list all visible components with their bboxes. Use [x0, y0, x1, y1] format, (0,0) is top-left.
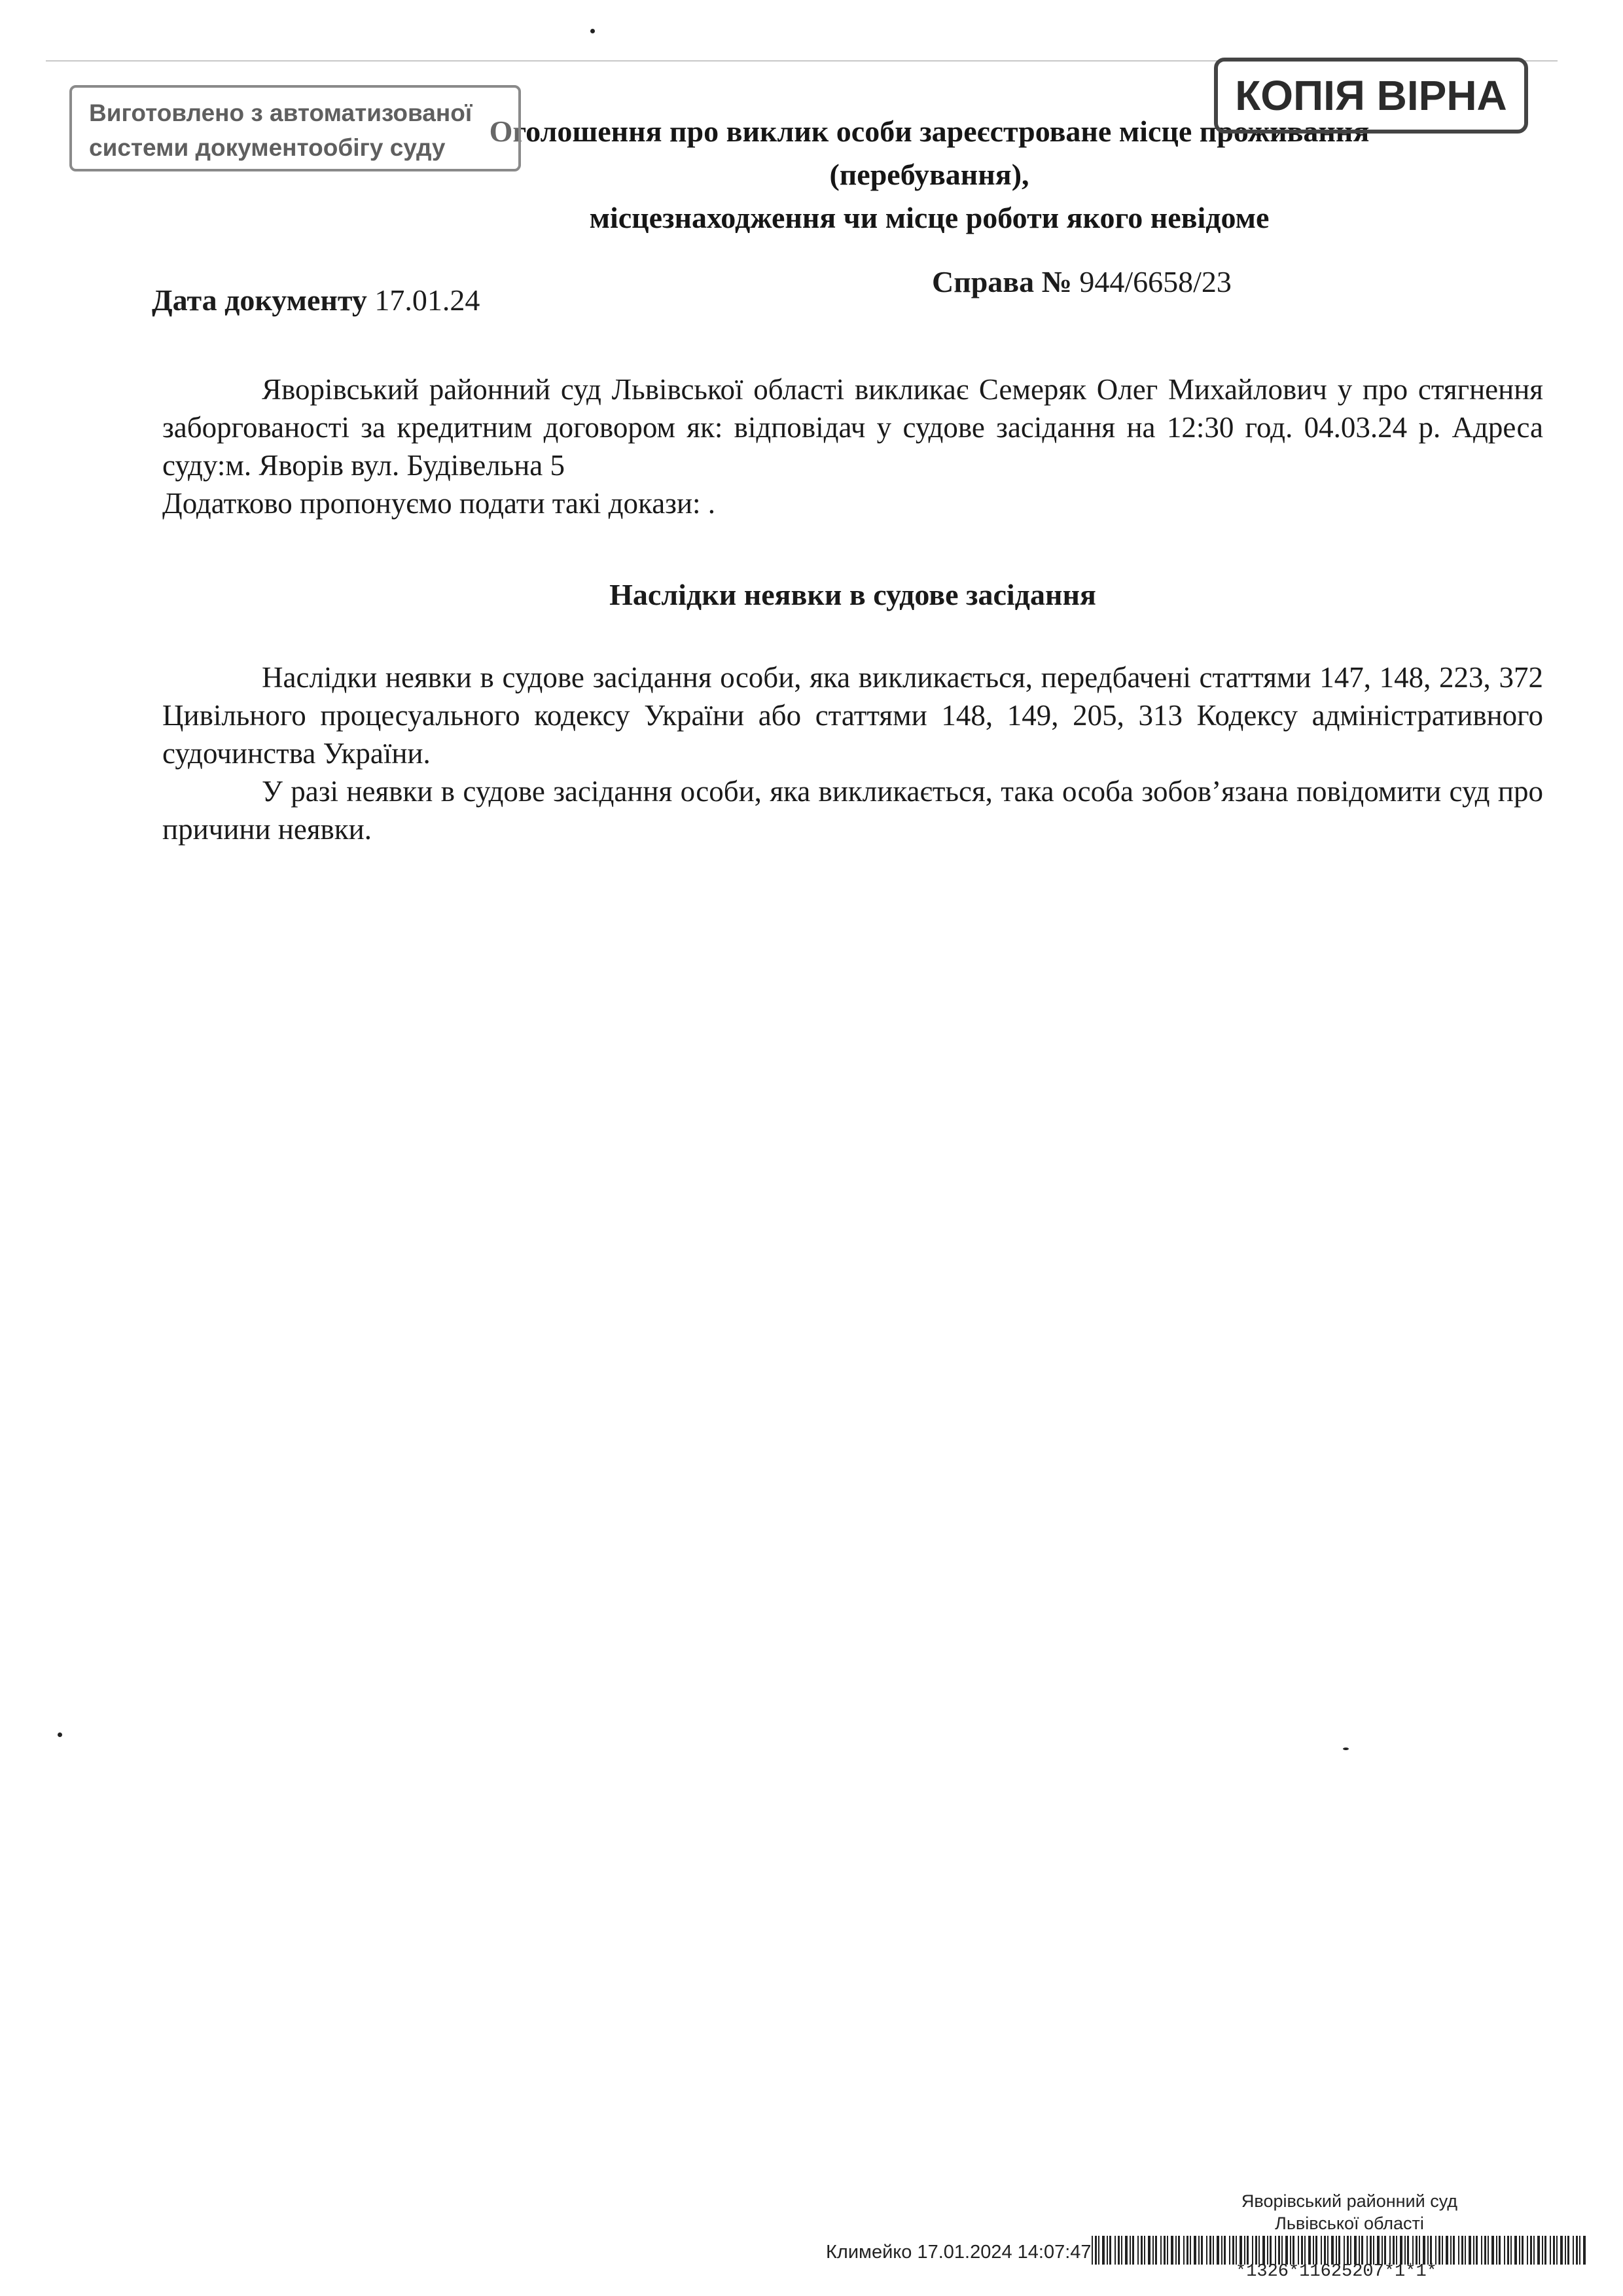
footer-court-line-2: Львівської області: [1275, 2214, 1424, 2233]
barcode-text: *1326*11625207*1*1*: [1236, 2262, 1437, 2282]
stamp-line-1: Виготовлено з автоматизованої: [89, 99, 473, 126]
consequences-paragraph: Наслідки неявки в судове засідання особи, яка викликається, передбачені статтями 147, 148, 223, 372 Цивільного процесуального кодексу України або статтями 148, 149, 205, 313 Кодексу адміністративного судочинства України.: [162, 661, 1543, 770]
document-date-value: 17.01.24: [374, 283, 480, 317]
true-copy-stamp: [1214, 58, 1528, 134]
footer-court-line-1: Яворівський районний суд: [1241, 2191, 1458, 2211]
scan-speck: [1343, 1748, 1349, 1750]
true-copy-label: КОПІЯ ВІРНА: [1235, 72, 1507, 119]
summons-paragraph: Яворівський районний суд Львівської області викликає Семеряк Олег Михайлович у про стягнення заборгованості за кредитним договором як: відповідач у судове засідання на 12:30 год. 04.03.24 р. Адреса суду:м. Яворів вул. Будівельна 5: [162, 373, 1543, 482]
scan-speck: [590, 29, 595, 33]
document-date-label: Дата документу: [152, 283, 367, 317]
consequences-heading: Наслідки неявки в судове засідання: [609, 578, 1096, 611]
case-number-label: Справа №: [932, 265, 1072, 298]
stamp-line-2: системи документообігу суду: [89, 134, 446, 161]
case-number: [932, 264, 1232, 299]
title-line-2: місцезнаходження чи місце роботи якого невідоме: [589, 201, 1270, 234]
automated-system-stamp: [69, 85, 521, 171]
document-date: [152, 283, 480, 317]
summons-text: [162, 370, 1543, 522]
footer-user-timestamp: Климейко 17.01.2024 14:07:47: [826, 2242, 1092, 2263]
footer-court-name: [1205, 2190, 1493, 2234]
evidence-paragraph: Додатково пропонуємо подати такі докази: .: [162, 487, 716, 520]
notification-paragraph: У разі неявки в судове засідання особи, яка викликається, така особа зобов’язана повідомити суд про причини неявки.: [162, 775, 1543, 846]
title-line-1: Оголошення про виклик особи зареєстроване місце проживання (перебування),: [489, 115, 1370, 191]
barcode: [1092, 2236, 1589, 2265]
scan-speck: [58, 1732, 62, 1737]
case-number-value: 944/6658/23: [1079, 265, 1232, 298]
consequences-text: [162, 658, 1543, 848]
